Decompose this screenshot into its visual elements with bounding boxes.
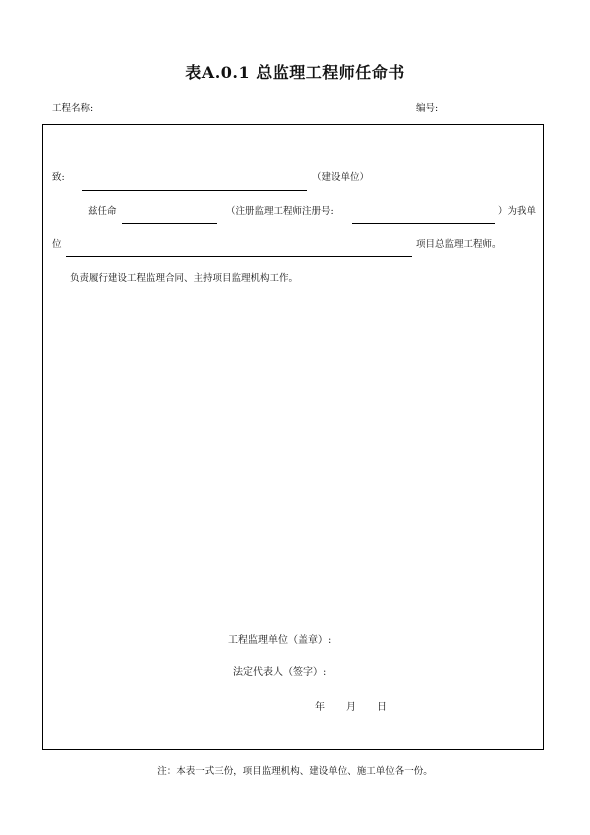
registration-number-label: （注册监理工程师注册号: (226, 206, 334, 217)
form-title: 表A.0.1 总监理工程师任命书 (185, 63, 405, 82)
to-label: 致: (52, 172, 65, 183)
appointee-name-blank[interactable] (122, 223, 217, 224)
footer-note: 注：本表一式三份，项目监理机构、建设单位、施工单位各一份。 (157, 766, 433, 777)
project-name-label: 工程名称: (52, 103, 94, 114)
as-our-unit-text: ）为我单 (498, 206, 537, 217)
appoint-label: 兹任命 (88, 206, 117, 217)
date-month-label: 月 (346, 702, 356, 713)
unit-seal-label: 工程监理单位（盖章）: (228, 635, 332, 646)
as-our-unit-text-cont: 位 (52, 239, 62, 250)
legal-representative-label: 法定代表人（签字）: (233, 667, 327, 678)
project-name-blank[interactable] (66, 256, 412, 257)
chief-engineer-label: 项目总监理工程师。 (416, 239, 502, 250)
form-frame (42, 124, 544, 750)
form-number-label: 编号: (416, 103, 439, 114)
construction-unit-label: （建设单位） (312, 172, 370, 183)
date-year-label: 年 (315, 702, 325, 713)
construction-unit-blank[interactable] (82, 190, 307, 191)
registration-number-blank[interactable] (352, 223, 495, 224)
responsibility-text: 负责履行建设工程监理合同、主持项目监理机构工作。 (70, 273, 299, 284)
date-day-label: 日 (377, 702, 387, 713)
